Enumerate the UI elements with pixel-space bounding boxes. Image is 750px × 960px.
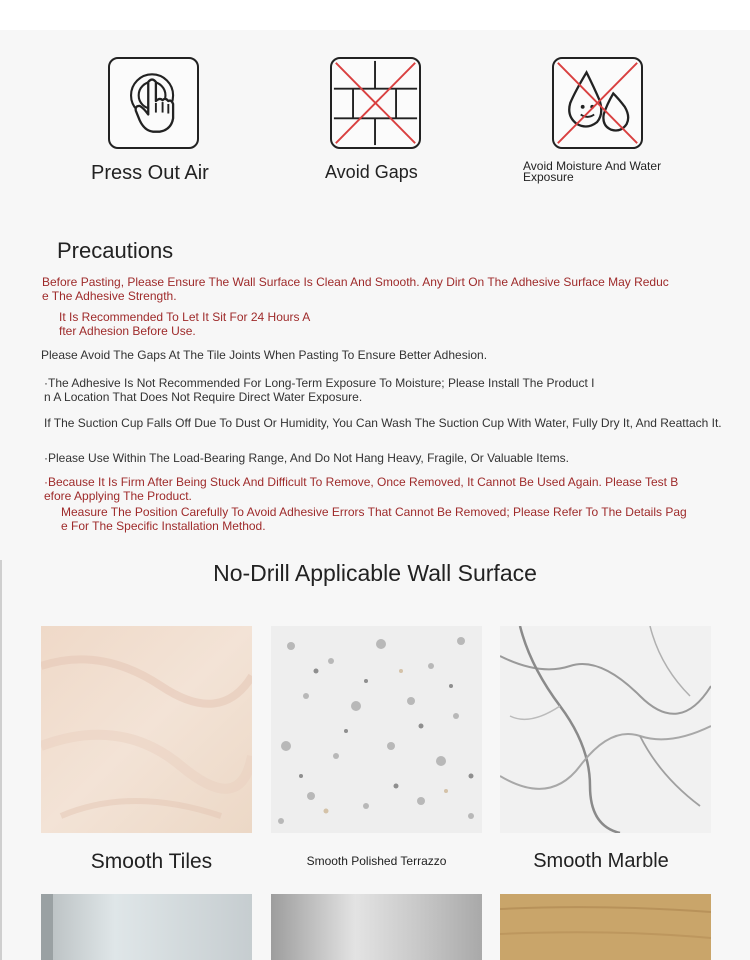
precaution-line: If The Suction Cup Falls Off Due To Dust Or Humidity, You Can Wash The Suction Cup With Water, Fully Dry It, And Reattach It. bbox=[44, 416, 722, 430]
smooth-tiles-label: Smooth Tiles bbox=[90, 850, 213, 873]
press-out-air-label: Press Out Air bbox=[91, 162, 209, 184]
left-divider bbox=[0, 560, 2, 960]
precaution-line: Before Pasting, Please Ensure The Wall Surface Is Clean And Smooth. Any Dirt On The Adhesive Surface May Reduc e The Adhesive Strength. bbox=[42, 275, 669, 303]
terrazzo-image bbox=[271, 626, 482, 833]
precaution-line: Please Avoid The Gaps At The Tile Joints When Pasting To Ensure Better Adhesion. bbox=[41, 348, 488, 362]
wall-surface-title: No-Drill Applicable Wall Surface bbox=[213, 560, 537, 586]
marble-image bbox=[500, 626, 711, 833]
wood-surface-image bbox=[500, 894, 711, 960]
glass-surface-image bbox=[41, 894, 252, 960]
precaution-line: ·The Adhesive Is Not Recommended For Long-Term Exposure To Moisture; Please Install The Product I n A Location That Does Not Require Direct Water Exposure. bbox=[44, 376, 595, 404]
terrazzo-label: Smooth Polished Terrazzo bbox=[306, 854, 447, 868]
smooth-marble-label: Smooth Marble bbox=[533, 850, 669, 872]
metal-surface-image bbox=[271, 894, 482, 960]
precaution-line: Measure The Position Carefully To Avoid Adhesive Errors That Cannot Be Removed; Please Refer To The Details Pag e For The Specific Installation Method. bbox=[61, 505, 687, 533]
precaution-line: ·Please Use Within The Load-Bearing Range, And Do Not Hang Heavy, Fragile, Or Valuable Items. bbox=[44, 451, 569, 465]
avoid-gaps-label: Avoid Gaps bbox=[325, 162, 418, 182]
smooth-tiles-image bbox=[41, 626, 252, 833]
precaution-line: It Is Recommended To Let It Sit For 24 Hours A fter Adhesion Before Use. bbox=[59, 310, 311, 338]
precautions-title: Precautions bbox=[57, 238, 174, 263]
avoid-moisture-label: Avoid Moisture And Water Exposure bbox=[523, 159, 662, 184]
tile-gap-prohibited-icon bbox=[330, 57, 421, 149]
water-drops-prohibited-icon bbox=[552, 57, 643, 149]
hand-press-icon bbox=[108, 57, 199, 149]
precaution-line: ·Because It Is Firm After Being Stuck And Difficult To Remove, Once Removed, It Cannot Be Used Again. Please Test B efore Applying The Product. bbox=[44, 475, 679, 503]
